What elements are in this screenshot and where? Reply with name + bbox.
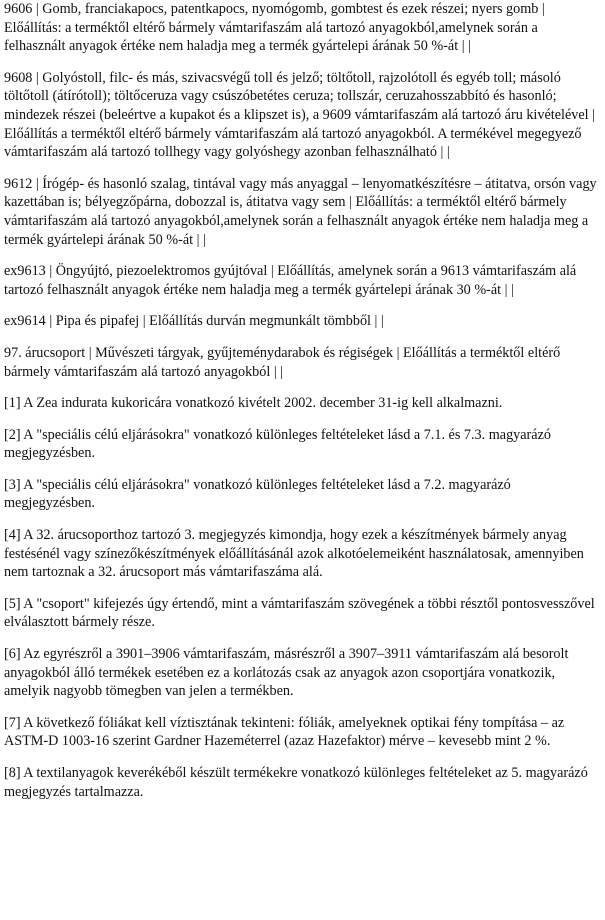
footnote-7: [7] A következő fóliákat kell víztisztának tekinteni: fóliák, amelyeknek optikai fény tompítása – az ASTM-D 1003-16 szerint Gardner Hazeméterrel (azaz Hazefaktor) mérve – kevesebb mint 2 %. [4, 714, 565, 750]
tariff-entry-chapter-97: 97. árucsoport | Művészeti tárgyak, gyűjteménydarabok és régiségek | Előállítás a terméktől eltérő bármely vámtarifaszám alá tartozó anyagokból | | [4, 344, 561, 380]
tariff-entry-9612: 9612 | Írógép- és hasonló szalag, tintával vagy más anyaggal – lenyomatkészítésre – átitatva, orsón vagy kazettában is; bélyegzőpárna, dobozzal is, átitatva vagy sem | Előállítás: a terméktől eltérő bármely vámtarifaszám alá tartozó anyagokból,amelynek során a felhasznált anyagok értéke nem haladja meg a termék gyártelepi árának 50 %-át | | [4, 175, 597, 248]
tariff-entry-9608: 9608 | Golyóstoll, filc- és más, szivacsvégű toll és jelző; töltőtoll, rajzolótoll és egyéb toll; másoló töltőtoll (átírótoll); töltőceruza vagy csúszóbetétes ceruza; tollszár, ceruzahosszabbító és hasonló; mindezek részei (beleértve a kupakot és a klipszet is), a 9609 vámtarifaszám alá tartozó áru kivételével | Előállítás a terméktől eltérő bármely vámtarifaszám alá tartozó anyagokból. A termékével megegyező vámtarifaszám alá tartozó tollhegy vagy golyóshegy azonban felhasználható | | [4, 69, 595, 161]
footnote-2: [2] A "speciális célú eljárásokra" vonatkozó különleges feltételeket lásd a 7.1. és 7.3. magyarázó megjegyzésben. [4, 426, 551, 462]
footnote-3: [3] A "speciális célú eljárásokra" vonatkozó különleges feltételeket lásd a 7.2. magyarázó megjegyzésben. [4, 476, 511, 512]
tariff-entry-ex9613: ex9613 | Öngyújtó, piezoelektromos gyújtóval | Előállítás, amelynek során a 9613 vámtarifaszám alá tartozó felhasznált anyagok értéke nem haladja meg a termék gyártelepi árának 30 %-át | | [4, 263, 577, 298]
footnote-1: [1] A Zea indurata kukoricára vonatkozó kivételt 2002. december 31-ig kell alkalmazni. [4, 395, 503, 412]
tariff-entry-ex9614: ex9614 | Pipa és pipafej | Előállítás durván megmunkált tömbből | | [4, 313, 384, 330]
tariff-entry-9606: 9606 | Gomb, franciakapocs, patentkapocs, nyomógomb, gombtest és ezek részei; nyers gomb | Előállítás: a terméktől eltérő bármely vámtarifaszám alá tartozó anyagokból,amelynek során a felhasznált anyagok értéke nem haladja meg a termék gyártelepi árának 50 %-át | | [4, 1, 545, 55]
footnote-5: [5] A "csoport" kifejezés úgy értendő, mint a vámtarifaszám szövegének a többi résztől pontosvesszővel elválasztott bármely része. [4, 595, 595, 631]
footnote-4: [4] A 32. árucsoporthoz tartozó 3. megjegyzés kimondja, hogy ezek a készítmények bármely anyag festésénél vagy színezőkészítmények előállításánál azok alkotóelemeiként használatosak, amennyiben nem tartoznak a 32. árucsoport más vámtarifaszáma alá. [4, 527, 584, 581]
footnote-8: [8] A textilanyagok keverékéből készült termékekre vonatkozó különleges feltételeket az 5. magyarázó megjegyzés tartalmazza. [4, 765, 588, 800]
footnote-6: [6] Az egyrészről a 3901–3906 vámtarifaszám, másrészről a 3907–3911 vámtarifaszám alá besorolt anyagokból álló termékek esetében ez a korlátozás csak az anyagok azon csoportjára vonatkozik, amelyik nagyobb tömegben van jelen a termékben. [4, 646, 569, 700]
